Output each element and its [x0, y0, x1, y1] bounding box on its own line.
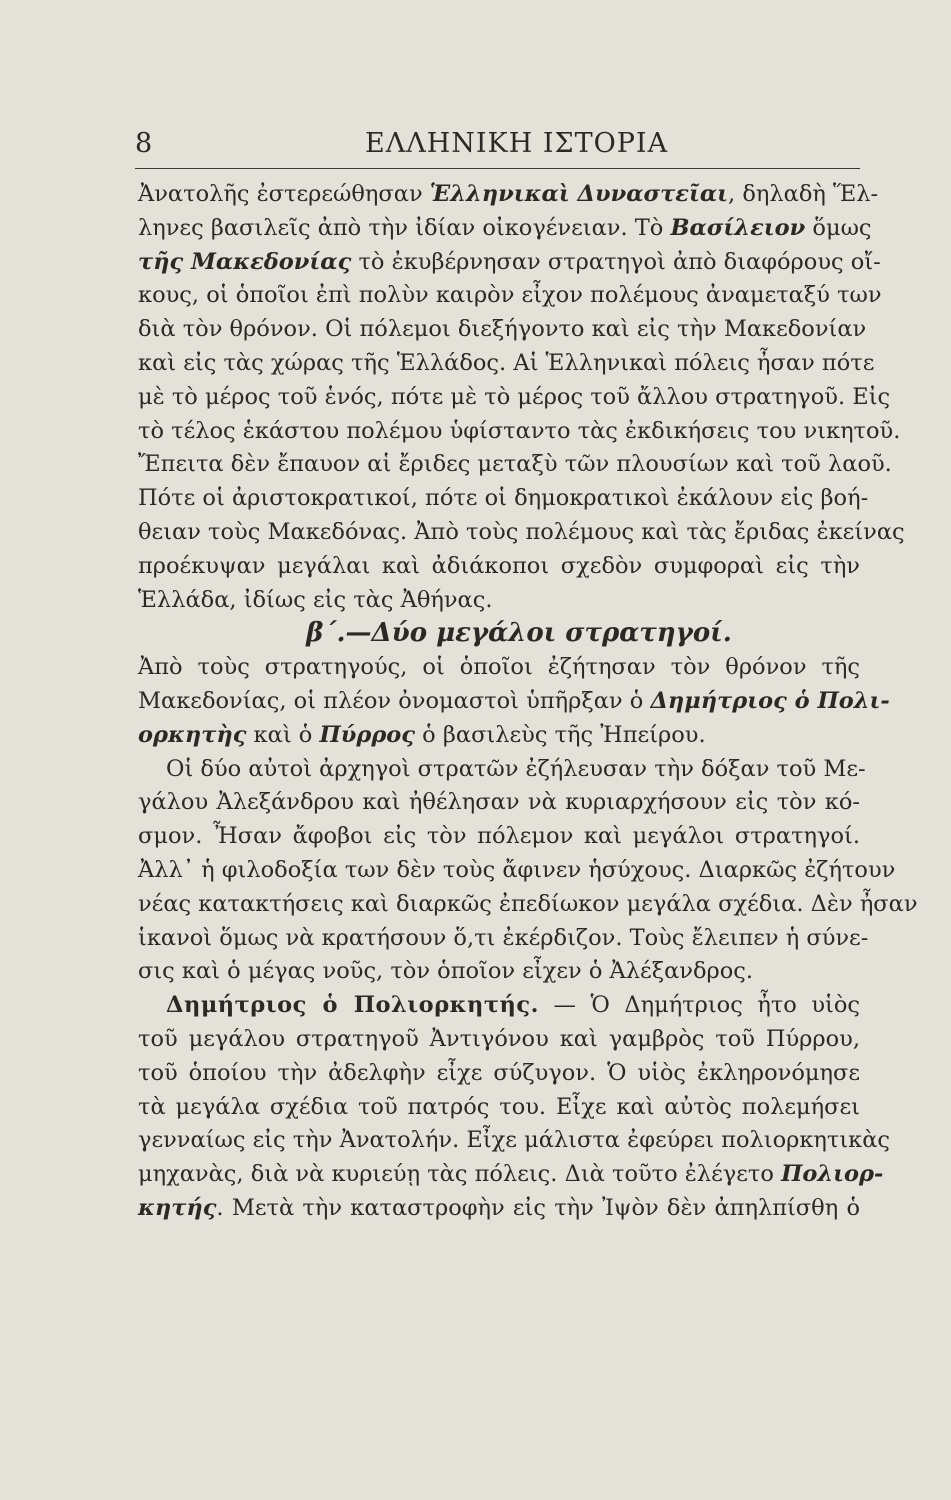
text-run: καὶ εἰς τὰς χώρας τῆς Ἑλλάδος. Αἱ Ἑλληνικαὶ πόλεις ἦσαν πότε — [138, 349, 875, 376]
text-line — [138, 888, 918, 922]
text-run: Ἔπειτα δὲν ἔπαυον αἱ ἔριδες μεταξὺ τῶν πλουσίων καὶ τοῦ λαοῦ. — [138, 451, 892, 478]
emphasized-term: Δημήτριος ὁ Πολι- — [650, 687, 890, 714]
text-run: . Μετὰ τὴν καταστροφὴν εἰς τὴν Ἰψὸν δὲν ἀπηλπίσθη ὁ — [216, 1194, 860, 1221]
text-run: τὰ μεγάλα σχέδια τοῦ πατρός του. Εἶχε καὶ αὐτὸς πολεμήσει — [138, 1093, 860, 1120]
text-line — [138, 246, 881, 280]
text-run: — Ὁ Δημήτριος ἦτο υἱὸς — [538, 992, 860, 1019]
page-number: 8 — [135, 128, 153, 159]
text-line — [138, 584, 860, 618]
emphasized-term: ορκητὴς — [138, 721, 247, 748]
text-line — [138, 279, 882, 313]
text-line — [138, 854, 896, 888]
text-line — [138, 178, 879, 212]
text-line — [138, 448, 892, 482]
text-run: , δηλαδὴ Ἕλ- — [728, 181, 879, 207]
text-line — [138, 347, 875, 381]
emphasized-term: Πύρρος — [319, 721, 416, 748]
text-line — [138, 1091, 860, 1125]
text-line — [138, 922, 869, 956]
text-line — [138, 313, 867, 347]
text-line — [138, 516, 905, 550]
emphasized-term: Πολιορ- — [781, 1161, 884, 1188]
emphasized-term: τῆς Μακεδονίας — [138, 248, 352, 275]
text-run: Οἱ δύο αὐτοὶ ἀρχηγοὶ στρατῶν ἐζήλευσαν τὴν δόξαν τοῦ Με- — [166, 755, 866, 782]
text-run: Μακεδονίας, οἱ πλέον ὀνομαστοὶ ὑπῆρξαν ὁ — [138, 687, 651, 714]
text-run: Ἀπὸ τοὺς στρατηγούς, οἱ ὁποῖοι ἐζήτησαν τὸν θρόνον τῆς — [138, 654, 860, 681]
text-run: θειαν τοὺς Μακεδόνας. Ἀπὸ τοὺς πολέμους καὶ τὰς ἔριδας ἐκείνας — [138, 518, 905, 545]
text-run: μὲ τὸ μέρος τοῦ ἑνός, πότε μὲ τὸ μέρος τοῦ ἄλλου στρατηγοῦ. Εἰς — [138, 383, 891, 410]
text-run: ὅμως — [805, 214, 872, 241]
text-line — [138, 1158, 884, 1192]
emphasized-term: Βασίλειον — [670, 214, 806, 241]
text-run: προέκυψαν μεγάλαι καὶ ἀδιάκοποι σχεδὸν συμφοραὶ εἰς τὴν — [138, 552, 860, 579]
section-heading — [138, 617, 860, 651]
text-line — [138, 955, 860, 989]
text-line — [138, 786, 860, 820]
text-run: Ἑλλάδα, ἰδίως εἰς τὰς Ἀθήνας. — [138, 586, 493, 613]
text-line — [138, 381, 891, 415]
paragraph-title: Δημήτριος ὁ Πολιορκητής. — [166, 992, 539, 1019]
text-line — [138, 212, 872, 246]
text-run: γενναίως εἰς τὴν Ἀνατολήν. Εἶχε μάλιστα ἐφεύρει πολιορκητικὰς — [138, 1127, 891, 1154]
running-title: ΕΛΛΗΝΙΚΗ ΙΣΤΟΡΙΑ — [365, 128, 669, 159]
text-line — [138, 989, 860, 1023]
text-line — [138, 753, 866, 787]
body-text — [138, 178, 918, 1226]
emphasized-term: β΄.—Δύο μεγάλοι στρατηγοί. — [306, 618, 732, 649]
text-run: τὸ ἐκυβέρνησαν στρατηγοὶ ἀπὸ διαφόρους οἴ- — [351, 248, 881, 275]
text-run: γάλου Ἀλεξάνδρου καὶ ἠθέλησαν νὰ κυριαρχήσουν εἰς τὸν κό- — [138, 789, 860, 816]
text-run: ἱκανοὶ ὅμως νὰ κρατήσουν ὅ,τι ἐκέρδιζον. Τοὺς ἔλειπεν ἡ σύνε- — [138, 924, 869, 951]
text-run: τοῦ μεγάλου στρατηγοῦ Ἀντιγόνου καὶ γαμβρὸς τοῦ Πύρρου, — [138, 1025, 860, 1052]
text-line — [138, 1192, 860, 1226]
text-line — [138, 719, 860, 753]
emphasized-term: Ἑλληνικαὶ Δυναστεῖαι — [429, 181, 729, 207]
text-line — [138, 415, 901, 449]
text-run: μηχανὰς, διὰ νὰ κυριεύῃ τὰς πόλεις. Διὰ τοῦτο ἐλέγετο — [138, 1161, 782, 1188]
emphasized-term: κητής — [138, 1194, 217, 1221]
text-run: κους, οἱ ὁποῖοι ἐπὶ πολὺν καιρὸν εἶχον πολέμους ἀναμεταξύ των — [138, 282, 882, 309]
text-run: διὰ τὸν θρόνον. Οἱ πόλεμοι διεξήγοντο καὶ εἰς τὴν Μακεδονίαν — [138, 316, 867, 343]
text-line — [138, 685, 890, 719]
text-run: Πότε οἱ ἀριστοκρατικοί, πότε οἱ δημοκρατικοὶ ἐκάλουν εἰς βοή- — [138, 485, 869, 512]
text-run: τὸ τέλος ἑκάστου πολέμου ὑφίσταντο τὰς ἐκδικήσεις του νικητοῦ. — [138, 417, 901, 444]
text-line — [138, 651, 860, 685]
text-line — [138, 1057, 860, 1091]
text-run: νέας κατακτήσεις καὶ διαρκῶς ἐπεδίωκον μεγάλα σχέδια. Δὲν ἦσαν — [138, 890, 918, 917]
text-line — [138, 482, 869, 516]
text-line — [138, 1023, 860, 1057]
text-line — [138, 820, 860, 854]
text-run: τοῦ ὁποίου τὴν ἀδελφὴν εἶχε σύζυγον. Ὁ υἱὸς ἐκληρονόμησε — [138, 1059, 860, 1086]
text-run: ὁ βασιλεὺς τῆς Ἠπείρου. — [415, 721, 706, 748]
page-header — [135, 128, 860, 169]
text-run: σμον. Ἦσαν ἄφοβοι εἰς τὸν πόλεμον καὶ μεγάλοι στρατηγοί. — [138, 823, 860, 850]
text-run: καὶ ὁ — [246, 721, 320, 748]
text-run: σις καὶ ὁ μέγας νοῦς, τὸν ὁποῖον εἶχεν ὁ Ἀλέξανδρος. — [138, 958, 754, 985]
text-line — [138, 550, 860, 584]
text-line — [138, 1124, 891, 1158]
text-run: ληνες βασιλεῖς ἀπὸ τὴν ἰδίαν οἰκογένειαν. Τὸ — [138, 214, 671, 241]
text-run: Ἀνατολῆς ἐστερεώθησαν — [138, 181, 430, 207]
text-run: Ἀλλ᾽ ἡ φιλοδοξία των δὲν τοὺς ἄφινεν ἡσύχους. Διαρκῶς ἐζήτουν — [138, 856, 896, 883]
